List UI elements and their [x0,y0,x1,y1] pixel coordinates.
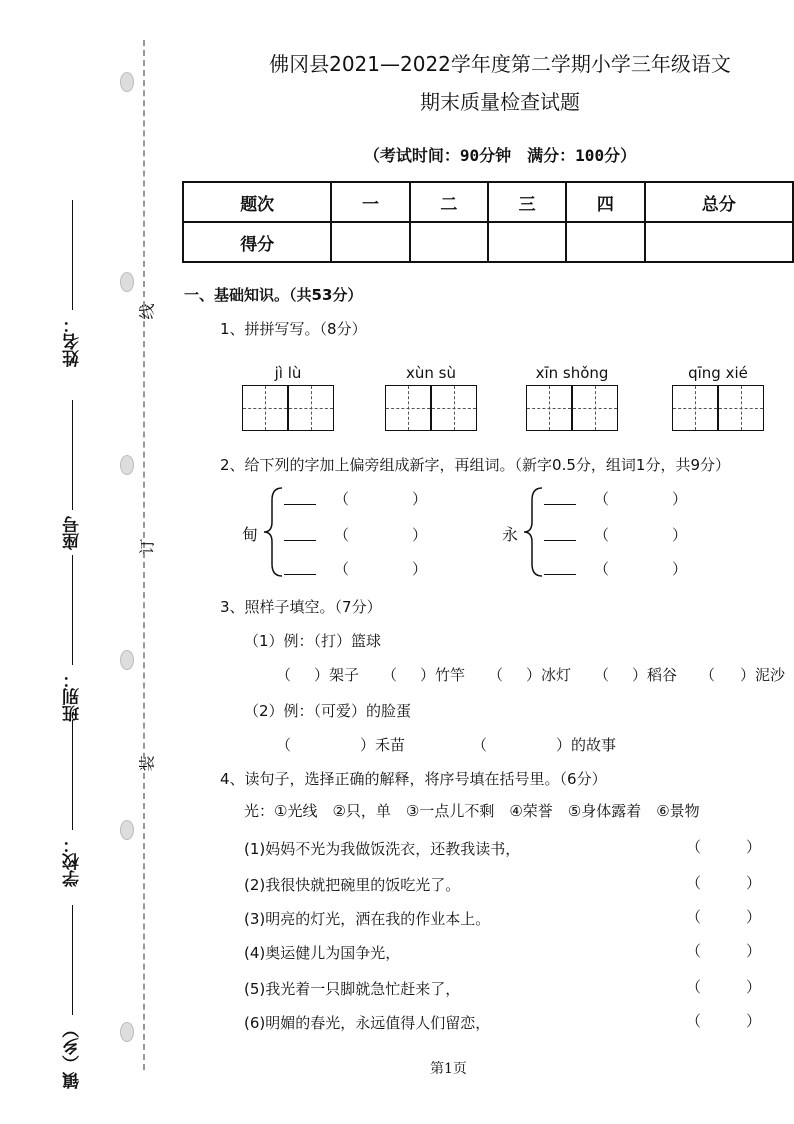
writing-box[interactable] [242,385,288,431]
writing-box[interactable] [385,385,431,431]
sentence-item: (3)明亮的灯光，洒在我的作业本上。 [244,910,491,928]
exam-title: 佛冈县2021—2022学年度第二学期小学三年级语文 [269,52,731,76]
score-cell: 得分 [183,222,331,262]
question-1-prompt: 1、拼拼写写。（8分） [220,320,367,338]
radical-row[interactable]: （ ） [284,488,444,512]
writing-box[interactable] [572,385,618,431]
pinyin-text: xīn shǒng [535,364,609,382]
radical-row[interactable]: （ ） [284,524,444,548]
school-field[interactable]: 学校： [60,720,85,887]
binding-hole [120,650,134,670]
sentence-item: (6)明媚的春光，永远值得人们留恋， [244,1014,491,1032]
radical-row[interactable]: （ ） [284,558,444,582]
writing-box[interactable] [526,385,572,431]
exam-subtitle: 期末质量检查试题 [420,90,580,114]
cut-mark-order: 订 [137,538,157,555]
score-cell: 二 [410,182,488,222]
score-table-score-row [183,222,793,262]
score-input-cell[interactable] [645,222,793,262]
score-input-cell[interactable] [410,222,488,262]
exam-info: （考试时间：90分钟 满分：100分） [363,146,637,165]
score-cell: 总分 [645,182,793,222]
radical-row[interactable]: （ ） [544,524,704,548]
answer-paren[interactable]: （ ） [686,942,762,960]
binding-hole [120,272,134,292]
score-table-header-row [183,182,793,222]
question-4-prompt: 4、读句子，选择正确的解释，将序号填在括号里。（6分） [220,770,607,788]
pinyin-text: qīng xié [688,364,748,382]
score-input-cell[interactable] [566,222,644,262]
binding-hole [120,455,134,475]
answer-paren[interactable]: （ ） [686,838,762,856]
town-field[interactable]: 镇（乡） [60,905,85,1089]
open-paren[interactable]: （ [382,666,398,684]
radical-row[interactable]: （ ） [544,488,704,512]
name-field[interactable]: 姓名： [60,200,85,367]
binding-hole [120,72,134,92]
fill-item: ）的故事 [556,736,617,754]
answer-paren[interactable]: （ ） [686,874,762,892]
pinyin-text: jì lù [274,364,302,382]
open-paren[interactable]: （ [472,736,488,754]
score-cell: 一 [331,182,409,222]
pinyin-group [242,364,334,431]
pinyin-text: xùn sù [406,364,456,382]
score-input-cell[interactable] [331,222,409,262]
cut-line [143,40,145,1070]
writing-box[interactable] [288,385,334,431]
score-cell: 三 [488,182,566,222]
cut-mark-line: 线 [137,303,157,320]
binding-margin [0,0,160,1124]
pinyin-group [672,364,764,431]
brace-icon [522,486,544,578]
open-paren[interactable]: （ [594,666,610,684]
open-paren[interactable]: （ [276,736,292,754]
page-number: 第1页 [430,1061,467,1077]
fill-item: ）架子 [314,666,360,684]
class-field[interactable]: 班别： [60,555,85,722]
sentence-item: (4)奥运健儿为国争光， [244,944,401,962]
seat-field[interactable]: 座号 [60,400,85,550]
section-heading: 一、基础知识。（共53分） [184,286,363,304]
fill-item: ）冰灯 [526,666,572,684]
open-paren[interactable]: （ [276,666,292,684]
binding-hole [120,820,134,840]
exam-page [180,0,790,1124]
writing-box[interactable] [431,385,477,431]
pinyin-group [526,364,618,431]
answer-paren[interactable]: （ ） [686,1012,762,1030]
sentence-item: (2)我很快就把碗里的饭吃光了。 [244,876,461,894]
sentence-item: (5)我光着一只脚就急忙赶来了， [244,980,461,998]
open-paren[interactable]: （ [488,666,504,684]
fill-item: ）稻谷 [632,666,678,684]
radical-row[interactable]: （ ） [544,558,704,582]
sentence-item: (1)妈妈不光为我做饭洗衣，还教我读书， [244,840,521,858]
fill-item: ）禾苗 [360,736,406,754]
answer-paren[interactable]: （ ） [686,978,762,996]
score-cell: 题次 [183,182,331,222]
open-paren[interactable]: （ [700,666,716,684]
question-3-example-2: （2）例：（可爱）的脸蛋 [244,702,412,720]
cut-mark-bind: 装 [137,755,157,772]
brace-icon [262,486,284,578]
meaning-options: 光：①光线 ②只，单 ③一点儿不剩 ④荣誉 ⑤身体露着 ⑥景物 [244,802,700,820]
writing-box[interactable] [718,385,764,431]
score-input-cell[interactable] [488,222,566,262]
base-char: 永 [502,525,519,544]
fill-item: ）竹竿 [420,666,466,684]
binding-hole [120,1022,134,1042]
score-cell: 四 [566,182,644,222]
question-3-prompt: 3、照样子填空。（7分） [220,598,382,616]
base-char: 甸 [242,525,259,544]
fill-item: ）泥沙 [740,666,786,684]
score-table [182,181,794,263]
question-2-prompt: 2、给下列的字加上偏旁组成新字，再组词。（新字0.5分，组词1分，共9分） [220,456,730,474]
pinyin-group [385,364,477,431]
answer-paren[interactable]: （ ） [686,908,762,926]
writing-box[interactable] [672,385,718,431]
question-3-example-1: （1）例：（打）篮球 [244,632,382,650]
